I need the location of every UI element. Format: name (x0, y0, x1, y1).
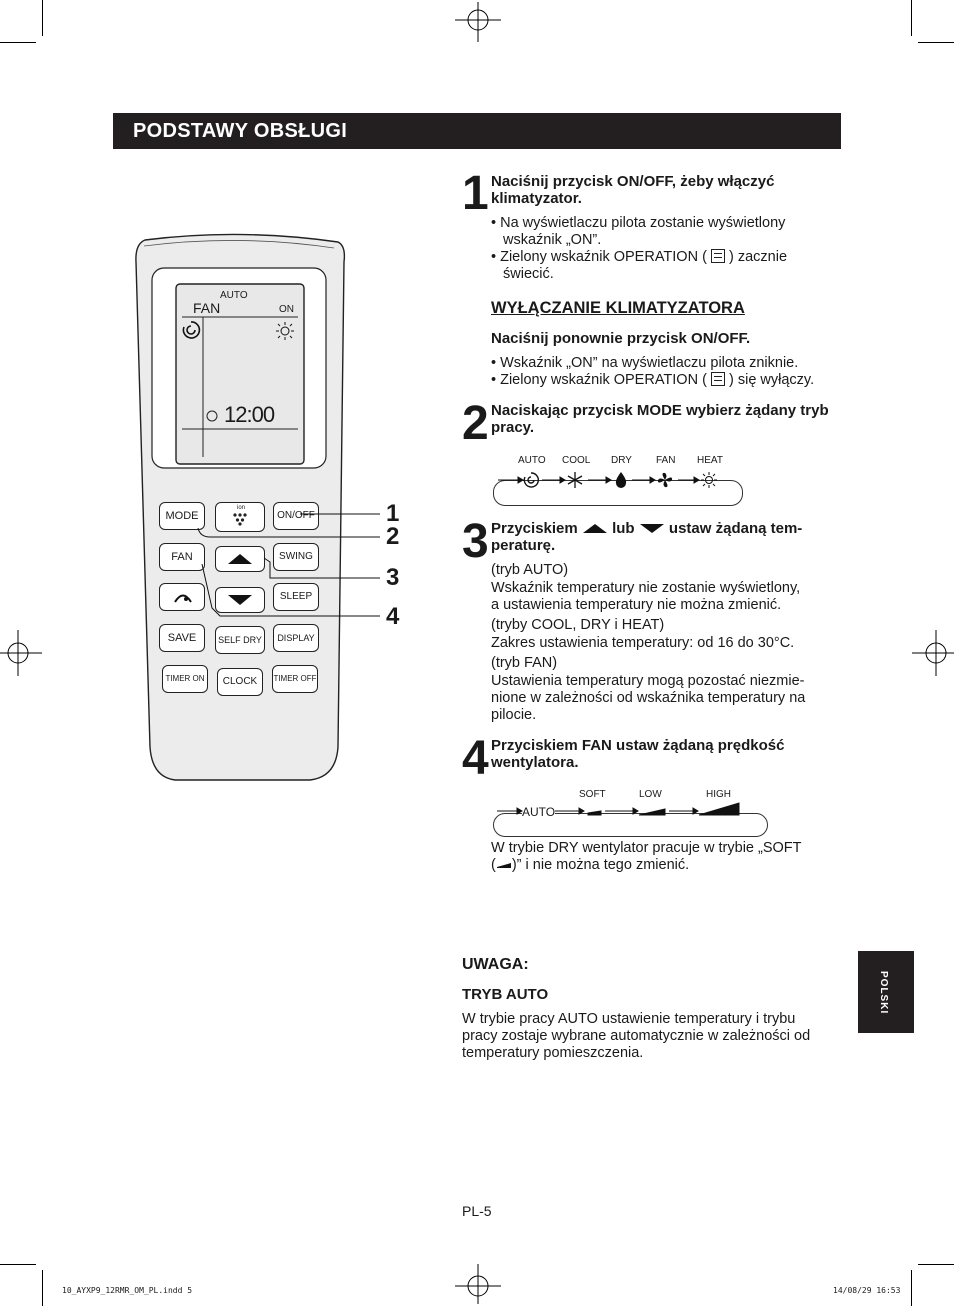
fan-speed-high: HIGH (706, 789, 731, 800)
step-4-number: 4 (462, 732, 489, 785)
sleep-button[interactable]: SLEEP (273, 583, 319, 611)
off-subtitle: WYŁĄCZANIE KLIMATYZATORA (491, 299, 745, 317)
crop-mark (911, 0, 912, 36)
cool-snowflake-icon (567, 472, 583, 488)
step-4-heading: Przyciskiem FAN ustaw żądaną prędkość wentylatora. (491, 737, 785, 771)
callout-1: 1 (386, 500, 400, 527)
temp-fan-text-2: nione w zależności od wskaźnika temperatury na (491, 690, 806, 706)
step-2-number: 2 (462, 397, 489, 450)
mode-label-dry: DRY (611, 455, 632, 466)
note-text-1: W trybie pracy AUTO ustawienie temperatury i trybu (462, 1011, 796, 1027)
temp-fan-label: (tryb FAN) (491, 655, 558, 671)
crop-mark (918, 1264, 954, 1265)
lcd-on-label: ON (279, 304, 294, 315)
clock-button[interactable]: CLOCK (217, 668, 263, 696)
section-header (113, 113, 841, 149)
arrow-up-icon (582, 522, 608, 534)
auto-mode-icon (523, 472, 539, 488)
callout-2: 2 (386, 523, 400, 550)
callout-3: 3 (386, 564, 400, 591)
temp-auto-text: Wskaźnik temperatury nie zostanie wyświetlony, (491, 580, 801, 596)
mode-button[interactable]: MODE (159, 502, 205, 530)
operation-lamp-icon (711, 372, 725, 386)
operation-lamp-icon (711, 249, 725, 263)
mode-label-cool: COOL (562, 455, 591, 466)
soft-speed-icon (496, 859, 512, 869)
lcd-fan-label: FAN (193, 300, 221, 316)
step-1-heading: Naciśnij przycisk ON/OFF, żeby włączyć klimatyzator. (491, 173, 775, 207)
step-3-number: 3 (462, 515, 489, 568)
crop-mark (42, 0, 43, 36)
footer-date: 14/08/29 16:53 (833, 1286, 901, 1295)
timer-off-button[interactable]: TIMER OFF (272, 665, 318, 693)
arrow-down-icon (639, 522, 665, 534)
on-off-button[interactable]: ON/OFF (273, 502, 319, 530)
crop-mark (0, 1264, 36, 1265)
temp-fan-text: Ustawienia temperatury mogą pozostać niezmie- (491, 673, 805, 689)
self-dry-button[interactable]: SELF DRY (215, 626, 265, 654)
note-text-2: pracy zostaje wybrane automatycznie w zależności od (462, 1028, 811, 1044)
temp-cool-label: (tryby COOL, DRY i HEAT) (491, 617, 665, 633)
fan-button[interactable]: FAN (159, 543, 205, 571)
temp-auto-text-2: a ustawienia temperatury nie można zmienić. (491, 597, 782, 613)
step-1-bullet-1: • Na wyświetlaczu pilota zostanie wyświetlony wskaźnik „ON”. (491, 215, 786, 248)
temp-fan-text-3: pilocie. (491, 707, 537, 723)
registration-mark (455, 2, 501, 42)
auto-mode-icon (181, 320, 201, 340)
temp-range-text: Zakres ustawienia temperatury: od 16 do 30°C. (491, 635, 795, 651)
step-1-number: 1 (462, 167, 489, 220)
display-button[interactable]: DISPLAY (273, 624, 319, 652)
language-tab (858, 951, 914, 1033)
crop-mark (42, 1270, 43, 1306)
crop-mark (0, 42, 36, 43)
note-subtitle: TRYB AUTO (462, 986, 549, 1003)
timer-on-button[interactable]: TIMER ON (162, 665, 208, 693)
note-text-3: temperatury pomieszczenia. (462, 1045, 644, 1061)
fan-speed-soft: SOFT (579, 789, 606, 800)
footer-filename: 10_AYXP9_12RMR_OM_PL.indd 5 (62, 1286, 193, 1295)
fan-speed-low: LOW (639, 789, 662, 800)
dry-note-line-2: ( )” i nie można tego zmienić. (491, 857, 690, 873)
section-title: PODSTAWY OBSŁUGI (133, 120, 348, 142)
callout-lines (190, 500, 390, 620)
step-3-heading: Przyciskiem lub ustaw żądaną tem- peraturę. (491, 520, 803, 554)
crop-mark (911, 1270, 912, 1306)
lcd-clock-display: 12:00 (224, 402, 275, 427)
language-tab-label: POLSKI (878, 971, 889, 1015)
heat-sun-icon (701, 472, 717, 488)
swing-button[interactable]: SWING (273, 543, 319, 571)
registration-mark (912, 630, 954, 676)
dry-note-line-1: W trybie DRY wentylator pracuje w trybie „SOFT (491, 840, 802, 856)
note-title: UWAGA: (462, 956, 529, 973)
mode-label-auto: AUTO (518, 455, 546, 466)
step-2-heading: Naciskając przycisk MODE wybierz żądany tryb pracy. (491, 402, 829, 436)
mode-label-heat: HEAT (697, 455, 723, 466)
off-bullet-1: • Wskaźnik „ON” na wyświetlaczu pilota zniknie. (491, 355, 799, 371)
fan-icon (657, 472, 673, 488)
callout-4: 4 (386, 603, 400, 630)
ion-button[interactable]: ion (215, 502, 265, 532)
step-1-bullet-2: • Zielony wskaźnik OPERATION ( ) zacznie świecić. (491, 249, 788, 282)
heat-sun-icon (276, 322, 294, 340)
off-heading: Naciśnij ponownie przycisk ON/OFF. (491, 330, 751, 347)
lcd-auto-label: AUTO (220, 290, 248, 301)
registration-mark (0, 630, 42, 676)
off-bullet-2: • Zielony wskaźnik OPERATION ( ) się wyłączy. (491, 372, 815, 388)
crop-mark (918, 42, 954, 43)
page-number: PL-5 (462, 1203, 492, 1219)
fan-speed-auto: AUTO (522, 805, 556, 819)
registration-mark (455, 1264, 501, 1304)
temp-auto-label: (tryb AUTO) (491, 562, 569, 578)
mode-label-fan: FAN (656, 455, 676, 466)
fan-speed-arrows (497, 800, 747, 820)
dry-drop-icon (614, 471, 628, 488)
save-button[interactable]: SAVE (159, 624, 205, 652)
